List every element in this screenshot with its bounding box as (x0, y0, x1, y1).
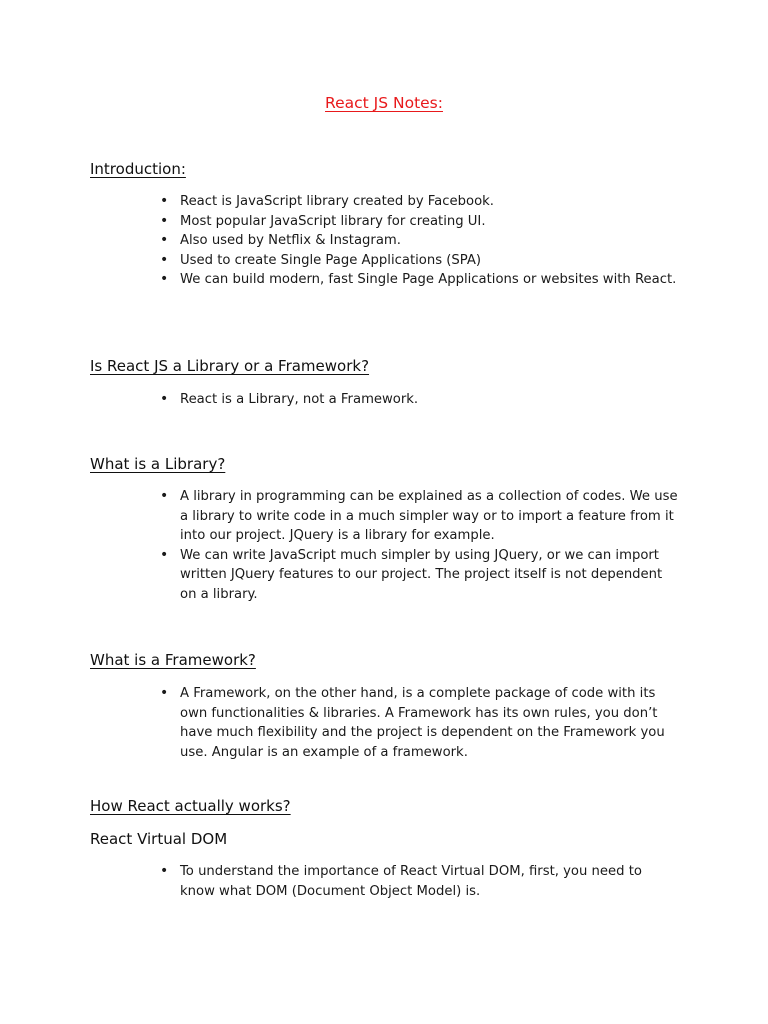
heading-library-or-framework: Is React JS a Library or a Framework? (90, 357, 370, 375)
heading-react-virtual-dom: React Virtual DOM (90, 830, 228, 848)
list-item: • We can write JavaScript much simpler by using JQuery, or we can import written JQuery features to our project. The project itself is not dependent on a library. (160, 546, 680, 605)
list-item: • We can build modern, fast Single Page Applications or websites with React. (160, 270, 680, 290)
heading-introduction: Introduction: (90, 160, 186, 178)
what-is-framework-list (160, 684, 680, 762)
list-item: • React is JavaScript library created by Facebook. (160, 192, 680, 212)
heading-how-react-works: How React actually works? (90, 797, 291, 815)
library-or-framework-list (160, 390, 680, 410)
list-item: • A library in programming can be explained as a collection of codes. We use a library to write code in a much simpler way or to import a feature from it into our project. JQuery is a library for example. (160, 487, 680, 546)
list-item: • Also used by Netflix & Instagram. (160, 231, 680, 251)
heading-what-is-library: What is a Library? (90, 455, 226, 473)
react-virtual-dom-list (160, 862, 680, 901)
list-item: • To understand the importance of React Virtual DOM, first, you need to know what DOM (Document Object Model) is. (160, 862, 680, 901)
list-item: • React is a Library, not a Framework. (160, 390, 680, 410)
document-title (0, 93, 768, 113)
list-item: • A Framework, on the other hand, is a complete package of code with its own functionalities & libraries. A Framework has its own rules, you don’t have much flexibility and the project is dependent on the Framework you use. Angular is an example of a framework. (160, 684, 680, 762)
document-title-text: React JS Notes: (325, 94, 443, 112)
heading-what-is-framework: What is a Framework? (90, 651, 256, 669)
list-item: • Most popular JavaScript library for creating UI. (160, 212, 680, 232)
introduction-list (160, 192, 680, 290)
what-is-library-list (160, 487, 680, 605)
list-item: • Used to create Single Page Applications (SPA) (160, 251, 680, 271)
